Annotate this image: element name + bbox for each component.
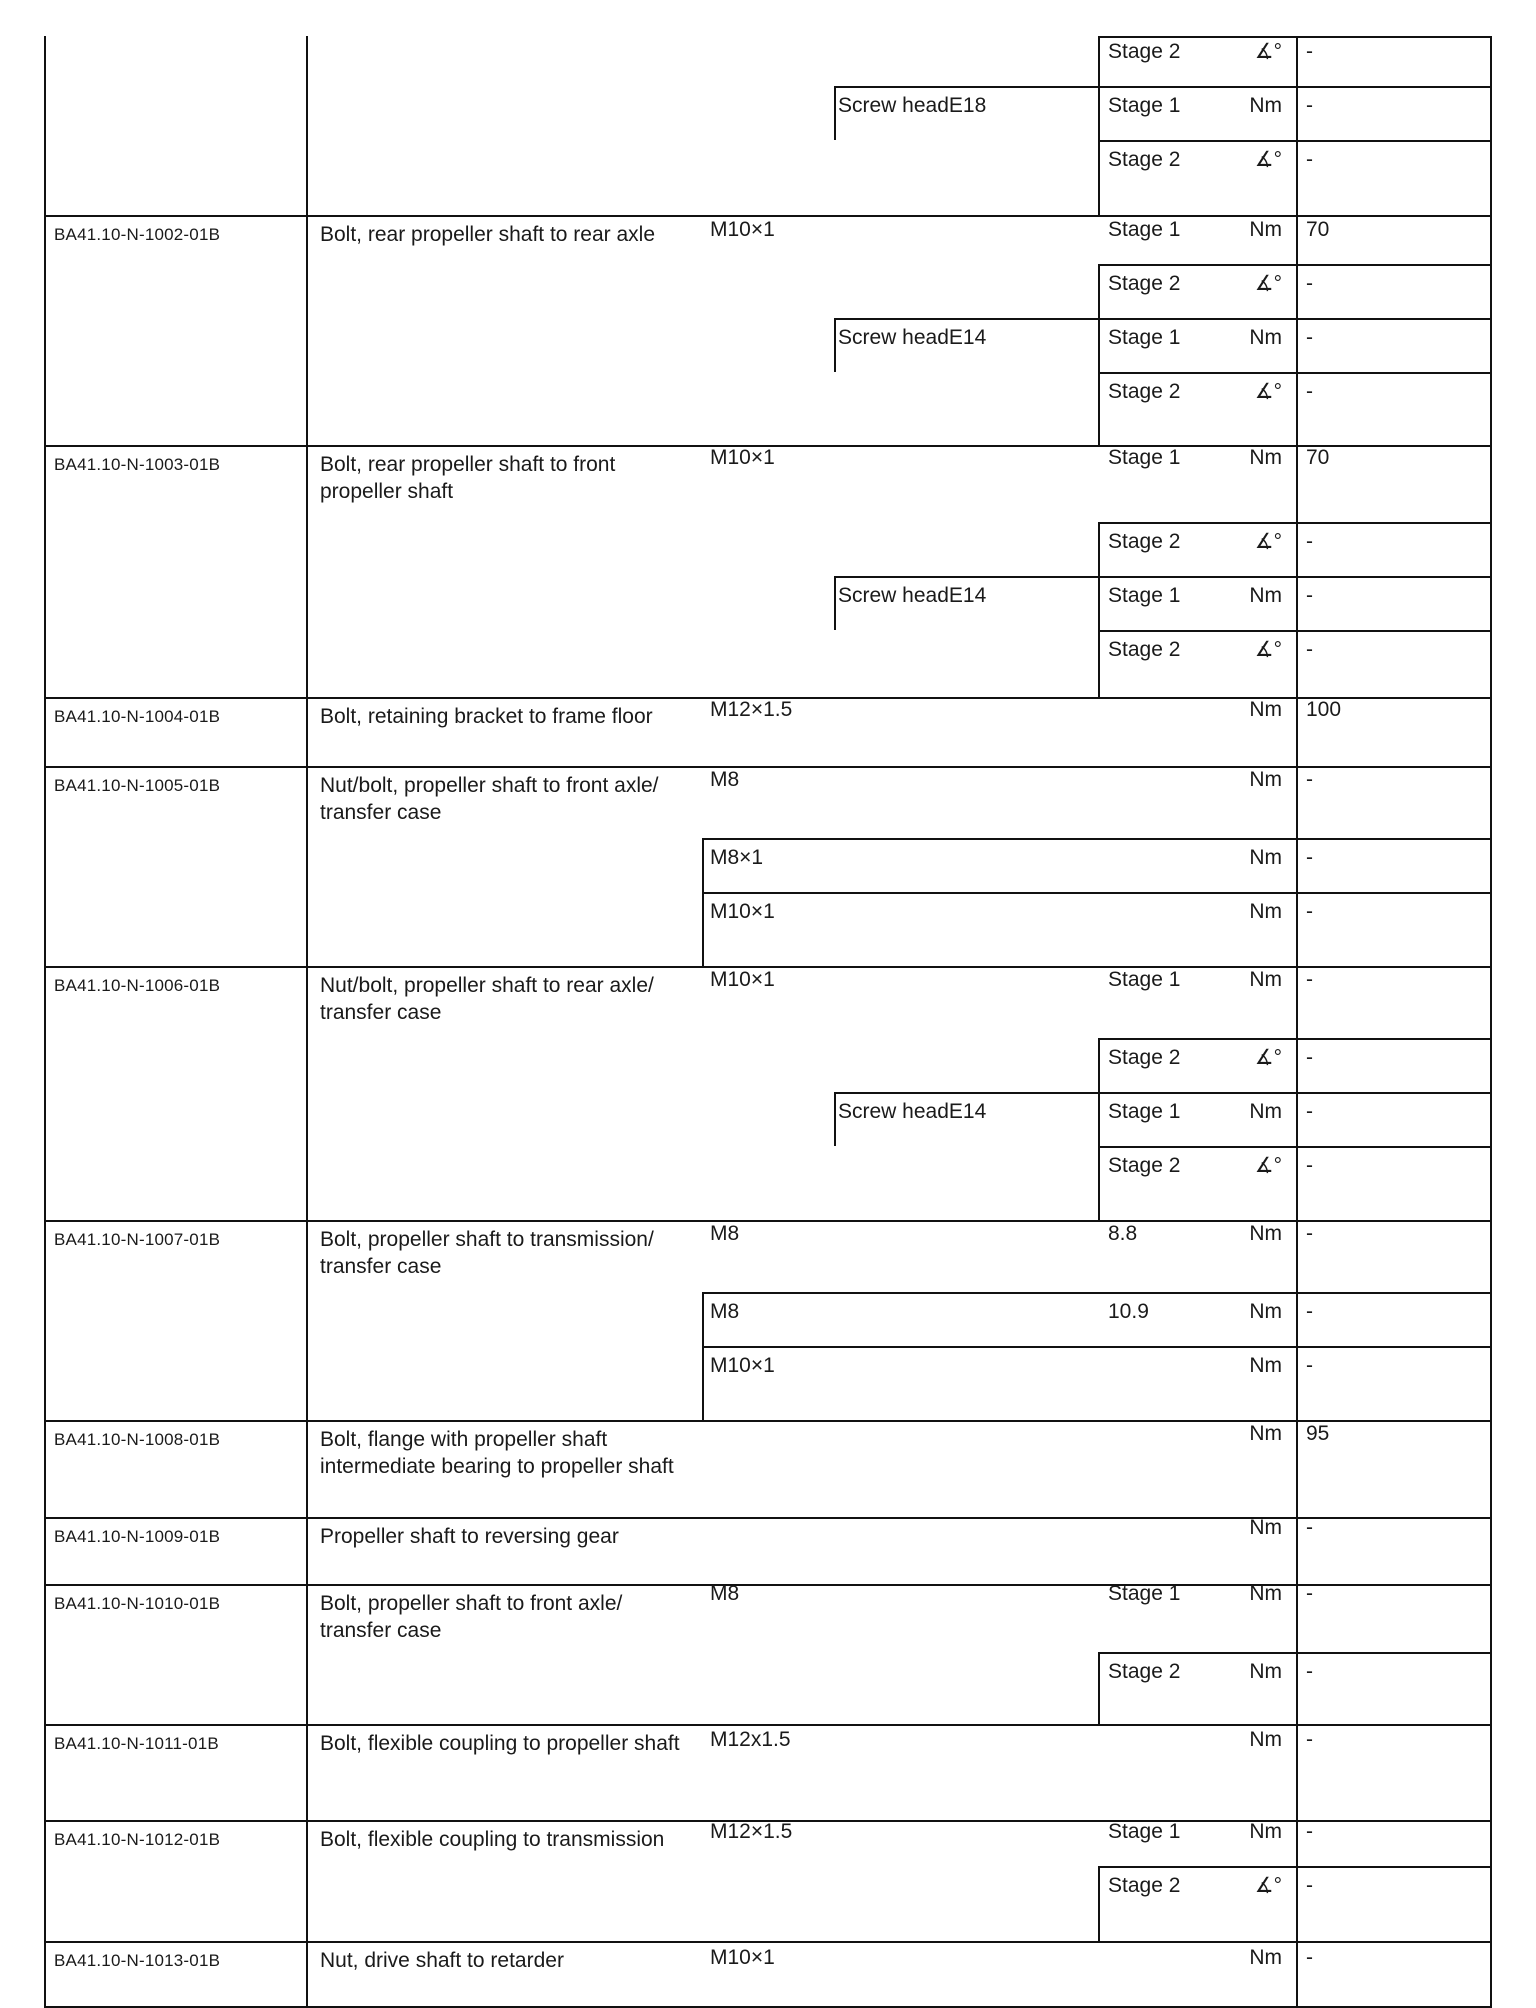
part-code: BA41.10-N-1005-01B <box>54 776 221 795</box>
sub-row-divider <box>1098 1038 1492 1040</box>
part-description: Bolt, retaining bracket to frame floor <box>320 705 653 728</box>
thread-size: M12×1.5 <box>710 698 793 721</box>
unit-nm: Nm <box>1249 94 1282 117</box>
stage-column-divider <box>1098 522 1100 697</box>
angle-unit-icon: ∡° <box>1254 530 1282 553</box>
torque-value: - <box>1306 380 1313 403</box>
part-code: BA41.10-N-1006-01B <box>54 976 221 995</box>
torque-value: 100 <box>1306 698 1342 721</box>
torque-value: - <box>1306 40 1313 63</box>
unit-nm: Nm <box>1249 218 1282 241</box>
torque-value: - <box>1306 846 1313 869</box>
part-description: Bolt, rear propeller shaft to front propeller shaft <box>320 453 616 503</box>
thread-size: M8 <box>710 768 740 791</box>
sub-row-divider <box>834 576 1492 578</box>
sub-condition: Screw headE18 <box>838 94 987 117</box>
part-description: Bolt, flange with propeller shaft intermediate bearing to propeller shaft <box>320 1428 674 1478</box>
subcondition-divider <box>834 576 836 630</box>
sub-row-divider <box>702 892 1492 894</box>
table-right-border <box>1490 36 1492 2006</box>
stage-label: Stage 2 <box>1108 1154 1181 1177</box>
part-code: BA41.10-N-1010-01B <box>54 1594 221 1613</box>
stage-label: 8.8 <box>1108 1222 1138 1245</box>
thread-size: M10×1 <box>710 1946 775 1969</box>
part-description: Bolt, propeller shaft to transmission/ transfer case <box>320 1228 654 1278</box>
unit-nm: Nm <box>1249 1660 1282 1683</box>
thread-size: M12×1.5 <box>710 1820 793 1843</box>
unit-nm: Nm <box>1249 698 1282 721</box>
part-description: Bolt, propeller shaft to front axle/ transfer case <box>320 1592 623 1642</box>
part-code: BA41.10-N-1013-01B <box>54 1951 221 1970</box>
unit-nm: Nm <box>1249 768 1282 791</box>
subcondition-divider <box>834 86 836 140</box>
thread-size: M10×1 <box>710 446 775 469</box>
part-description: Nut, drive shaft to retarder <box>320 1949 564 1972</box>
thread-size: M10×1 <box>710 218 775 241</box>
stage-column-divider <box>1098 36 1100 215</box>
torque-value: - <box>1306 326 1313 349</box>
stage-label: Stage 1 <box>1108 326 1181 349</box>
torque-value: - <box>1306 968 1313 991</box>
part-code: BA41.10-N-1008-01B <box>54 1430 221 1449</box>
part-code: BA41.10-N-1003-01B <box>54 455 221 474</box>
stage-label: Stage 1 <box>1108 1582 1181 1605</box>
thread-size: M12x1.5 <box>710 1728 791 1751</box>
torque-value: - <box>1306 1354 1313 1377</box>
thread-column-divider <box>702 1292 704 1420</box>
stage-label: Stage 2 <box>1108 1046 1181 1069</box>
thread-size: M10×1 <box>710 900 775 923</box>
unit-nm: Nm <box>1249 446 1282 469</box>
torque-value: 95 <box>1306 1422 1330 1445</box>
table-left-border <box>44 36 46 2006</box>
torque-value: - <box>1306 1874 1313 1897</box>
stage-column-divider <box>1098 264 1100 445</box>
part-code: BA41.10-N-1007-01B <box>54 1230 221 1249</box>
unit-nm: Nm <box>1249 1946 1282 1969</box>
torque-value: - <box>1306 1660 1313 1683</box>
sub-row-divider <box>1098 1146 1492 1148</box>
stage-label: Stage 1 <box>1108 968 1181 991</box>
torque-value: 70 <box>1306 218 1330 241</box>
angle-unit-icon: ∡° <box>1254 380 1282 403</box>
torque-value: - <box>1306 900 1313 923</box>
angle-unit-icon: ∡° <box>1254 148 1282 171</box>
stage-label: Stage 2 <box>1108 272 1181 295</box>
unit-nm: Nm <box>1249 1300 1282 1323</box>
torque-value: - <box>1306 1100 1313 1123</box>
angle-unit-icon: ∡° <box>1254 1046 1282 1069</box>
stage-label: 10.9 <box>1108 1300 1149 1323</box>
part-description: Bolt, flexible coupling to propeller shaft <box>320 1732 680 1755</box>
sub-row-divider <box>1098 522 1492 524</box>
part-description: Bolt, rear propeller shaft to rear axle <box>320 223 655 246</box>
thread-size: M8 <box>710 1300 740 1323</box>
part-description: Propeller shaft to reversing gear <box>320 1525 619 1548</box>
stage-label: Stage 1 <box>1108 584 1181 607</box>
column-divider-value <box>1296 36 1298 2006</box>
sub-row-divider <box>1098 1866 1492 1868</box>
torque-value: - <box>1306 1728 1313 1751</box>
unit-nm: Nm <box>1249 1582 1282 1605</box>
torque-value: - <box>1306 768 1313 791</box>
column-divider-code <box>306 36 308 2006</box>
unit-nm: Nm <box>1249 1100 1282 1123</box>
unit-nm: Nm <box>1249 1820 1282 1843</box>
unit-nm: Nm <box>1249 1354 1282 1377</box>
sub-row-divider <box>1098 1652 1492 1654</box>
torque-value: - <box>1306 272 1313 295</box>
stage-label: Stage 1 <box>1108 94 1181 117</box>
torque-value: - <box>1306 1154 1313 1177</box>
sub-row-divider <box>834 86 1492 88</box>
angle-unit-icon: ∡° <box>1254 40 1282 63</box>
stage-label: Stage 1 <box>1108 1100 1181 1123</box>
torque-value: - <box>1306 1820 1313 1843</box>
torque-value: - <box>1306 1516 1313 1539</box>
torque-value: - <box>1306 638 1313 661</box>
stage-label: Stage 1 <box>1108 446 1181 469</box>
sub-row-divider <box>834 318 1492 320</box>
part-code: BA41.10-N-1004-01B <box>54 707 221 726</box>
thread-size: M8 <box>710 1582 740 1605</box>
sub-row-divider <box>1098 140 1492 142</box>
row-separator <box>44 1941 1492 1943</box>
angle-unit-icon: ∡° <box>1254 1154 1282 1177</box>
torque-value: - <box>1306 530 1313 553</box>
part-description: Nut/bolt, propeller shaft to rear axle/ transfer case <box>320 974 654 1024</box>
stage-label: Stage 2 <box>1108 1660 1181 1683</box>
sub-row-divider <box>702 1346 1492 1348</box>
torque-value: - <box>1306 1222 1313 1245</box>
angle-unit-icon: ∡° <box>1254 638 1282 661</box>
thread-size: M10×1 <box>710 1354 775 1377</box>
part-code: BA41.10-N-1011-01B <box>54 1734 219 1753</box>
unit-nm: Nm <box>1249 846 1282 869</box>
sub-row-divider <box>1098 264 1492 266</box>
torque-value: - <box>1306 584 1313 607</box>
part-code: BA41.10-N-1012-01B <box>54 1830 221 1849</box>
stage-label: Stage 2 <box>1108 380 1181 403</box>
unit-nm: Nm <box>1249 326 1282 349</box>
stage-label: Stage 1 <box>1108 1820 1181 1843</box>
sub-condition: Screw headE14 <box>838 584 987 607</box>
unit-nm: Nm <box>1249 1422 1282 1445</box>
sub-row-divider <box>702 838 1492 840</box>
torque-value: 70 <box>1306 446 1330 469</box>
unit-nm: Nm <box>1249 584 1282 607</box>
part-description: Nut/bolt, propeller shaft to front axle/ transfer case <box>320 774 659 824</box>
sub-row-divider <box>702 1292 1492 1294</box>
sub-condition: Screw headE14 <box>838 326 987 349</box>
part-code: BA41.10-N-1009-01B <box>54 1527 221 1546</box>
angle-unit-icon: ∡° <box>1254 1874 1282 1897</box>
stage-label: Stage 1 <box>1108 218 1181 241</box>
unit-nm: Nm <box>1249 1728 1282 1751</box>
torque-value: - <box>1306 148 1313 171</box>
stage-column-divider <box>1098 1652 1100 1724</box>
sub-row-divider <box>1098 630 1492 632</box>
thread-size: M8 <box>710 1222 740 1245</box>
torque-value: - <box>1306 1582 1313 1605</box>
part-description: Bolt, flexible coupling to transmission <box>320 1828 665 1851</box>
unit-nm: Nm <box>1249 1222 1282 1245</box>
stage-label: Stage 2 <box>1108 40 1181 63</box>
stage-label: Stage 2 <box>1108 148 1181 171</box>
stage-label: Stage 2 <box>1108 1874 1181 1897</box>
stage-label: Stage 2 <box>1108 530 1181 553</box>
thread-column-divider <box>702 838 704 966</box>
unit-nm: Nm <box>1249 1516 1282 1539</box>
part-code: BA41.10-N-1002-01B <box>54 225 221 244</box>
subcondition-divider <box>834 1092 836 1146</box>
torque-value: - <box>1306 1046 1313 1069</box>
sub-row-divider <box>1098 372 1492 374</box>
stage-column-divider <box>1098 1866 1100 1941</box>
stage-label: Stage 2 <box>1108 638 1181 661</box>
torque-value: - <box>1306 1300 1313 1323</box>
thread-size: M8×1 <box>710 846 764 869</box>
torque-value: - <box>1306 94 1313 117</box>
unit-nm: Nm <box>1249 900 1282 923</box>
torque-value: - <box>1306 1946 1313 1969</box>
unit-nm: Nm <box>1249 968 1282 991</box>
stage-column-divider <box>1098 1038 1100 1220</box>
angle-unit-icon: ∡° <box>1254 272 1282 295</box>
thread-size: M10×1 <box>710 968 775 991</box>
sub-row-divider <box>834 1092 1492 1094</box>
sub-condition: Screw headE14 <box>838 1100 987 1123</box>
subcondition-divider <box>834 318 836 372</box>
